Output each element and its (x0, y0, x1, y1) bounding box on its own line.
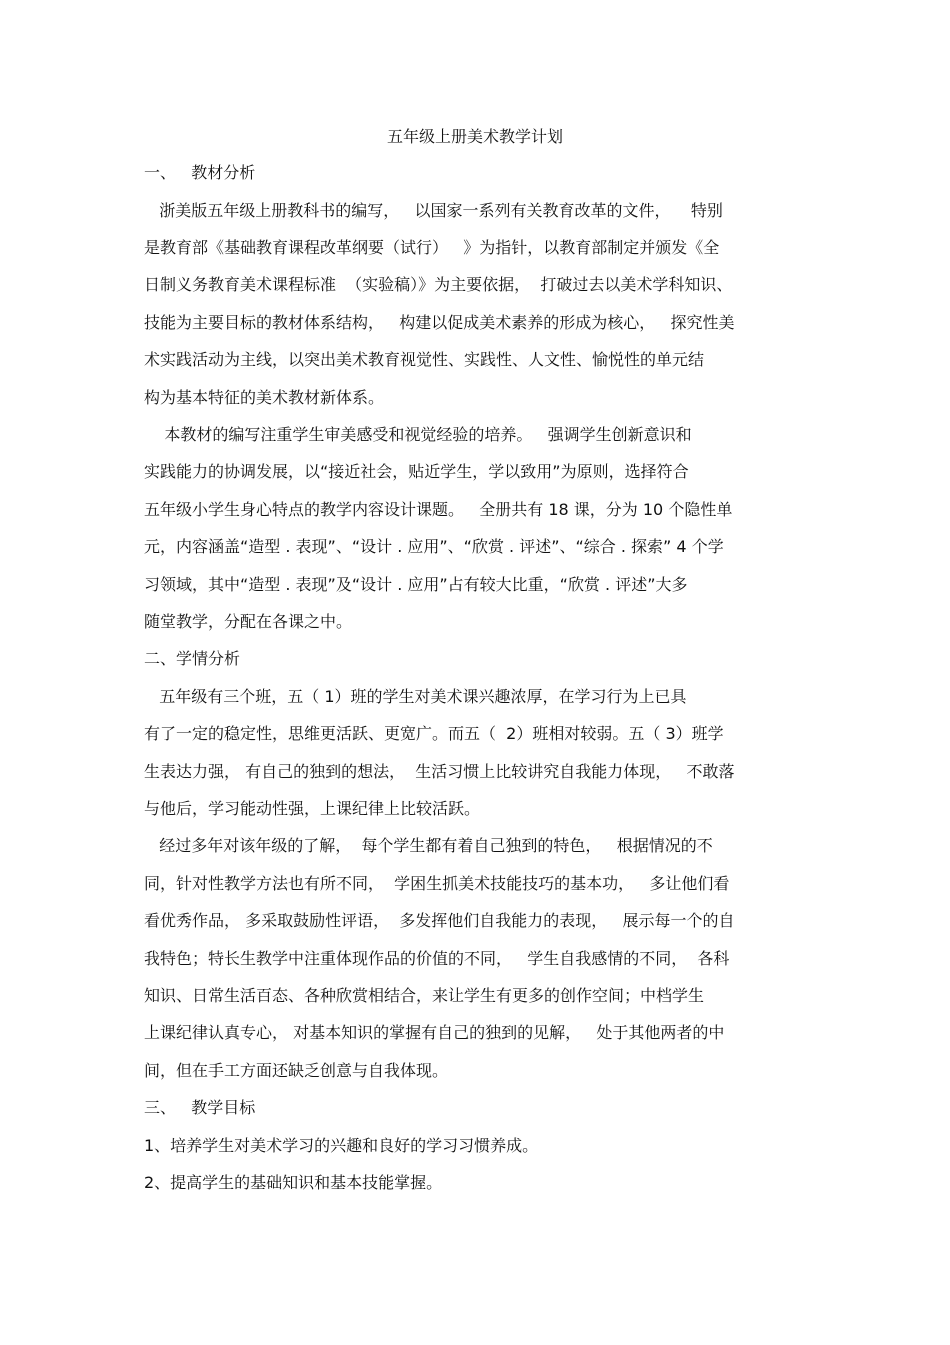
paragraph-line: 同，针对性教学方法也有所不同， 学困生抓美术技能技巧的基本功， 多让他们看 (144, 874, 730, 893)
paragraph-line: 上课纪律认真专心， 对基本知识的掌握有自己的独到的见解， 处于其他两者的中 (144, 1023, 725, 1042)
paragraph-line: 五年级有三个班，五（ 1）班的学生对美术课兴趣浓厚，在学习行为上已具 (144, 687, 687, 706)
goal-item: 1、培养学生对美术学习的兴趣和良好的学习习惯养成。 (144, 1136, 539, 1155)
paragraph-line: 五年级小学生身心特点的教学内容设计课题。 全册共有 18 课，分为 10 个隐性单 (144, 500, 733, 519)
paragraph-line: 知识、日常生活百态、各种欣赏相结合，来让学生有更多的创作空间；中档学生 (144, 986, 705, 1005)
paragraph-line: 随堂教学，分配在各课之中。 (144, 612, 353, 631)
goal-item: 2、提高学生的基础知识和基本技能掌握。 (144, 1173, 443, 1192)
paragraph-line: 构为基本特征的美术教材新体系。 (144, 388, 385, 407)
paragraph-line: 我特色；特长生教学中注重体现作品的价值的不同， 学生自我感情的不同， 各科 (144, 949, 730, 968)
paragraph-line: 日制义务教育美术课程标准 （实验稿）》为主要依据， 打破过去以美术学科知识、 (144, 275, 733, 294)
paragraph-line: 与他后，学习能动性强，上课纪律上比较活跃。 (144, 799, 481, 818)
paragraph-line: 习领域，其中“造型 . 表现”及“设计 . 应用”占有较大比重，“欣赏 . 评述”大多 (144, 575, 688, 594)
paragraph-line: 技能为主要目标的教材体系结构， 构建以促成美术素养的形成为核心， 探究性美 (144, 313, 735, 332)
paragraph-line: 看优秀作品， 多采取鼓励性评语， 多发挥他们自我能力的表现， 展示每一个的自 (144, 911, 735, 930)
paragraph-line: 本教材的编写注重学生审美感受和视觉经验的培养。 强调学生创新意识和 (144, 425, 692, 444)
paragraph-line: 是教育部《基础教育课程改革纲要（试行） 》为指针，以教育部制定并颁发《全 (144, 238, 720, 257)
paragraph-line: 浙美版五年级上册教科书的编写， 以国家一系列有关教育改革的文件， 特别 (144, 201, 723, 220)
paragraph-line: 元，内容涵盖“造型 . 表现”、“设计 . 应用”、“欣赏 . 评述”、“综合 . 探索” 4 个学 (144, 537, 724, 556)
section-heading-teaching-goals: 三、 教学目标 (144, 1098, 256, 1117)
paragraph-line: 术实践活动为主线，以突出美术教育视觉性、实践性、人文性、愉悦性的单元结 (144, 350, 705, 369)
document-title: 五年级上册美术教学计划 (386, 127, 563, 146)
paragraph-line: 生表达力强， 有自己的独到的想法， 生活习惯上比较讲究自我能力体现， 不敢落 (144, 762, 735, 781)
section-heading-student-analysis: 二、学情分析 (144, 649, 241, 668)
paragraph-line: 实践能力的协调发展，以“接近社会，贴近学生，学以致用”为原则，选择符合 (144, 462, 689, 481)
paragraph-line: 间，但在手工方面还缺乏创意与自我体现。 (144, 1061, 449, 1080)
section-heading-textbook-analysis: 一、 教材分析 (144, 163, 256, 182)
paragraph-line: 经过多年对该年级的了解， 每个学生都有着自己独到的特色， 根据情况的不 (144, 836, 713, 855)
paragraph-line: 有了一定的稳定性，思维更活跃、更宽广。而五（ 2）班相对较弱。五（ 3）班学 (144, 724, 724, 743)
